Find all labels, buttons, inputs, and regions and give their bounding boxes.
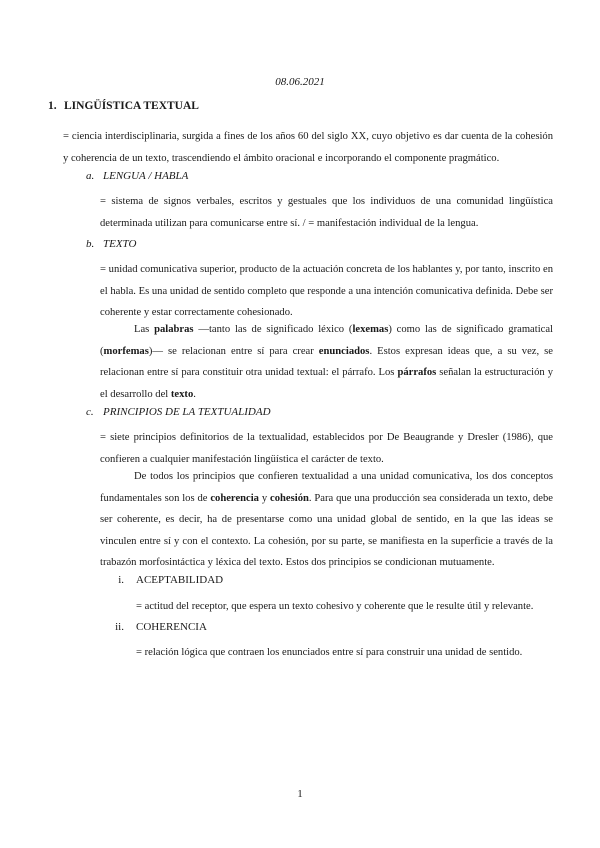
- item-ii-heading: [108, 621, 207, 633]
- section-heading: [48, 100, 199, 112]
- document-date: 08.06.2021: [275, 76, 325, 88]
- bold-term-enunciados: enunciados: [318, 345, 370, 357]
- bold-term-parrafos: párrafos: [397, 367, 437, 378]
- section-number: 1.: [48, 100, 57, 112]
- text-run: y: [258, 492, 271, 504]
- item-i-title: ACEPTABILIDAD: [136, 574, 224, 586]
- text-run: )— se relacionan entre sí para crear: [148, 345, 319, 357]
- subsection-b-text: = unidad comunicativa superior, producto de la actuación concreta de los hablantes y, por tanto, inscrito en el habla. Es una unidad de sentido completo que responde a una intención comunicativa definida. Debe ser coherente y estar correctamente cohesionado.: [100, 264, 553, 318]
- bold-term-palabras: palabras: [154, 324, 194, 335]
- subsection-a-label: a.: [86, 170, 95, 182]
- section-definition: = ciencia interdisciplinaria, surgida a fines de los años 60 del siglo XX, cuyo objetivo es dar cuenta de la cohesión y coherencia de un texto, trascendiendo el ámbito oracional e incorporando el componente pragmático.: [63, 131, 553, 164]
- subsection-c-paragraph: [100, 466, 553, 574]
- item-ii-title: COHERENCIA: [136, 621, 207, 633]
- text-run: . Para que una producción sea considerada un texto, debe ser coherente, es decir, ha de presentarse como una unidad global de sentido, en la que las ideas se vinculen entre sí y con el contexto. La cohesión, por su parte, se manifiesta en la superficie a través de la trabazón morfosintáctica y léxica del texto. Estos dos principios se condicionan mutuamente.: [100, 492, 553, 568]
- section-title: LINGÜÍSTICA TEXTUAL: [64, 100, 199, 112]
- bold-term-cohesion: cohesión: [270, 492, 309, 504]
- subsection-b-paragraph: [100, 319, 553, 405]
- subsection-c-title: PRINCIPIOS DE LA TEXTUALIDAD: [103, 406, 271, 418]
- item-i-label: i.: [118, 574, 124, 586]
- page-number: 1: [297, 788, 303, 800]
- text-run: Las: [134, 324, 155, 335]
- bold-term-lexemas: lexemas: [352, 324, 389, 335]
- subsection-c-label: c.: [86, 406, 94, 418]
- text-run: .: [193, 388, 196, 400]
- text-run: señalan la estructuración y el desarrollo del: [100, 367, 553, 400]
- item-i-text: = actitud del receptor, que espera un texto cohesivo y coherente que le resulte útil y relevante.: [136, 601, 534, 612]
- text-run: ) como las de significado gramatical (: [100, 324, 553, 357]
- subsection-a-text: = sistema de signos verbales, escritos y gestuales que los individuos de una comunidad lingüística determinada utilizan para comunicarse entre sí. / = manifestación individual de la lengua.: [100, 196, 553, 229]
- bold-term-morfemas: morfemas: [103, 345, 149, 357]
- subsection-b-heading: [86, 238, 136, 250]
- text-run: —tanto las de significado léxico (: [193, 324, 353, 335]
- subsection-a-heading: [86, 170, 188, 182]
- subsection-b-title: TEXTO: [103, 238, 137, 250]
- text-run: . Estos expresan ideas que, a su vez, se relacionan entre sí para constituir otra unidad textual: el párrafo. Los: [100, 345, 553, 378]
- item-i-heading: [108, 574, 223, 586]
- subsection-c-heading: [86, 406, 271, 418]
- subsection-a-title: LENGUA / HABLA: [103, 170, 189, 182]
- bold-term-coherencia: coherencia: [210, 492, 259, 504]
- item-ii-label: ii.: [115, 621, 124, 633]
- subsection-b-label: b.: [86, 238, 95, 250]
- text-run: De todos los principios que confieren textualidad a una unidad comunicativa, los dos conceptos fundamentales son los de: [100, 471, 553, 504]
- item-ii-text: = relación lógica que contraen los enunciados entre sí para construir una unidad de sentido.: [136, 647, 523, 658]
- subsection-c-text: = siete principios definitorios de la textualidad, establecidos por De Beaugrande y Dresler (1986), que confieren a cualquier manifestación lingüística el carácter de texto.: [100, 432, 553, 465]
- bold-term-texto: texto: [170, 388, 194, 400]
